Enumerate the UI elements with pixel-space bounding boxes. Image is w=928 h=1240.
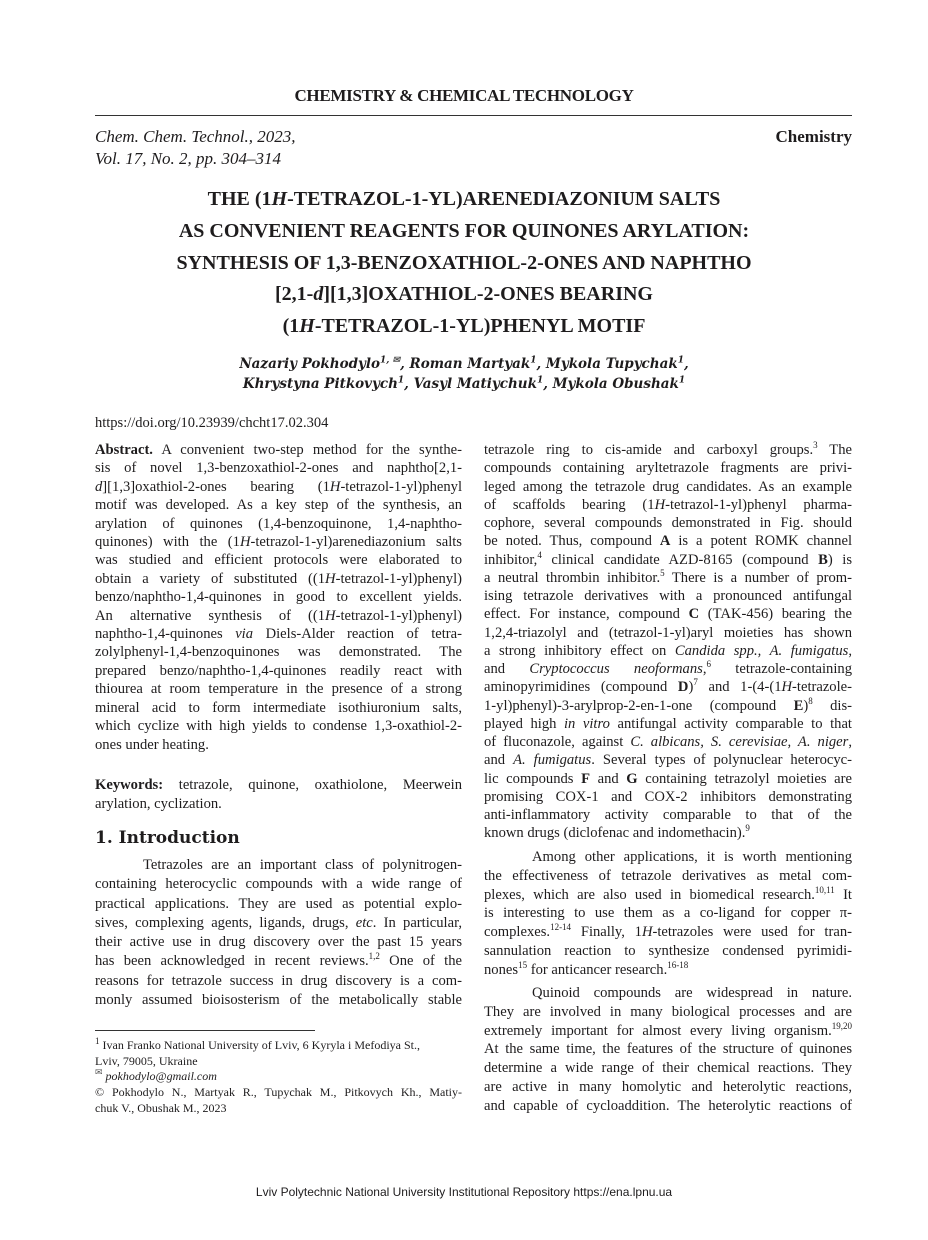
body-paragraph <box>484 848 852 980</box>
text-line <box>484 961 852 980</box>
envelope-icon: ✉ <box>95 1067 103 1078</box>
text-line <box>95 570 462 588</box>
text-line <box>484 478 852 496</box>
superscript: 3 <box>813 440 818 451</box>
text-line <box>95 1069 462 1085</box>
text-run: It <box>834 886 852 903</box>
text-run: , Vasyl Matiychuk <box>404 375 537 392</box>
text-line <box>95 496 462 514</box>
text-line <box>484 751 852 769</box>
superscript: 6 <box>706 659 711 670</box>
text-run: A convenient two-step method for the synthe- <box>152 442 462 458</box>
text-run: benzo/naphtho-1,4-quinones in good to excellent yields. <box>95 589 462 606</box>
abstract <box>95 441 462 754</box>
text-run: Among other applications, it is worth mentioning <box>532 849 852 865</box>
text-run: promising COX-1 and COX-2 inhibitors demonstrating <box>484 788 852 805</box>
text-run: thiourea at room temperature in the presence of a strong <box>95 681 462 698</box>
text-run: arylation of quinones (1,4-benzoquinone, 1,4-naphtho- <box>95 515 462 532</box>
text-line <box>484 886 852 905</box>
italic-text: H <box>641 924 653 941</box>
text-line <box>95 643 462 661</box>
text-run: nones <box>484 961 519 978</box>
text-run: of fluconazole, against <box>484 734 631 750</box>
text-run: © Pokhodylo N., Martyak R., Tupychak M., Pitkovych Kh., Matiy- <box>95 1085 462 1100</box>
text-run: practical applications. They are used as potential explo- <box>95 895 462 912</box>
text-run: Finally, 1 <box>571 924 642 941</box>
text-run: One of the <box>379 953 463 970</box>
text-line <box>95 914 462 933</box>
text-line <box>484 642 852 660</box>
header-divider <box>95 115 852 116</box>
text-run: motif was developed. As a key step of the synthesis, an <box>95 497 462 514</box>
text-run: of scaffolds bearing (1 <box>484 496 655 513</box>
text-run: mineral acid to form intermediate isothiuronium salts, <box>95 699 462 716</box>
italic-text: H <box>329 478 341 495</box>
text-line <box>95 1085 462 1101</box>
text-line <box>484 1022 852 1041</box>
text-line <box>95 662 462 680</box>
superscript: 15 <box>518 959 528 970</box>
text-line <box>95 991 462 1010</box>
text-run: prepared benzo/naphtho-1,4-quinones readily react with <box>95 662 462 679</box>
text-line <box>95 459 462 477</box>
text-line <box>95 933 462 952</box>
text-run: -tetrazole- <box>792 679 852 696</box>
text-run: and <box>484 752 514 769</box>
footnotes <box>95 1038 462 1117</box>
italic-text: via <box>235 626 254 643</box>
text-line <box>484 1040 852 1059</box>
text-line <box>95 1054 462 1070</box>
text-line <box>95 699 462 717</box>
superscript: 9 <box>745 823 750 834</box>
text-line <box>484 923 852 942</box>
text-line <box>0 355 928 375</box>
italic-text: d <box>313 283 324 306</box>
superscript: 1 <box>95 1036 100 1046</box>
text-run: Diels-Alder reaction of tetra- <box>253 626 462 643</box>
italic-text: H <box>271 188 288 210</box>
text-run: a strong inhibitory effect on <box>484 642 675 659</box>
text-run: Tetrazoles are an important class of polynitrogen- <box>143 857 462 873</box>
text-run: ising tetrazole derivatives with a pronounced antifungal <box>484 588 852 604</box>
journal-header: CHEMISTRY & CHEMICAL TECHNOLOGY <box>294 86 634 105</box>
text-line <box>484 733 852 751</box>
text-run: -tetrazol-1-yl)phenyl) <box>335 570 462 587</box>
text-run: antifungal activity comparable to that <box>609 715 852 732</box>
text-line <box>484 569 852 587</box>
italic-text: d <box>95 478 103 495</box>
text-run: . Several types of polynuclear heterocyc- <box>591 752 852 769</box>
text-line <box>95 515 462 533</box>
text-run: obtain a variety of substituted ((1 <box>95 570 326 587</box>
repository-footer: Lviv Polytechnic National University Institutional Repository https://ena.lpnu.ua <box>255 1185 673 1199</box>
text-line <box>484 678 852 696</box>
text-line <box>95 607 462 625</box>
text-run: inhibitor, <box>484 551 538 568</box>
italic-text: H <box>325 607 336 624</box>
text-run: sives, complexing agents, ligands, drugs, <box>95 914 356 931</box>
superscript: 5 <box>660 567 665 578</box>
text-run: -tetrazol-1-yl)phenyl) <box>335 607 462 624</box>
text-line <box>0 375 928 395</box>
text-line <box>0 248 928 280</box>
text-line <box>484 788 852 806</box>
text-run: naphtho-1,4-quinones <box>95 626 236 643</box>
text-line <box>95 856 462 875</box>
bold-text: A <box>659 533 671 550</box>
text-run: is interesting to use them as a co-ligand for copper π- <box>484 905 852 922</box>
envelope-icon: ✉ <box>392 355 401 366</box>
text-run: plexes, which are also used in biomedical research. <box>484 886 815 903</box>
text-run: , Mykola Tupychak <box>536 356 678 372</box>
text-run: (1 <box>282 315 300 337</box>
superscript: 12-14 <box>550 922 572 933</box>
text-line <box>484 824 852 842</box>
text-run: the effectiveness of tetrazole derivatives as metal com- <box>484 867 852 884</box>
text-run: and 1-(4-(1 <box>697 679 782 696</box>
italic-text: in vitro <box>563 715 610 732</box>
text-run: anti-inflammatory activity comparable to that of the <box>484 807 852 823</box>
text-run: ][1,3]OXATHIOL-2-ONES BEARING <box>323 283 653 306</box>
text-line <box>484 904 852 923</box>
text-run: Khrystyna Pitkovych <box>242 375 398 392</box>
introduction-paragraph <box>95 856 462 1010</box>
bold-text: Abstract. <box>95 442 153 458</box>
text-run: 1-yl)phenyl)-3-arylprop-2-en-1-one (compound <box>484 697 794 714</box>
text-line <box>484 984 852 1003</box>
text-line <box>484 1003 852 1022</box>
text-run: and <box>484 661 530 677</box>
text-line <box>95 875 462 894</box>
superscript: 19,20 <box>831 1020 852 1031</box>
text-line <box>0 311 928 343</box>
citation <box>95 126 296 170</box>
superscript: 1 <box>678 375 686 385</box>
text-run: tetrazole-containing <box>711 661 852 677</box>
bold-text: D <box>677 679 689 696</box>
text-run: known drugs (diclofenac and indomethacin). <box>484 825 746 842</box>
text-run: THE (1 <box>207 188 272 210</box>
section-heading-introduction: 1. Introduction <box>95 828 240 848</box>
italic-text: C. albicans, S. cerevisiae, A. niger <box>630 734 849 750</box>
text-line <box>95 1101 462 1117</box>
text-run: , Roman Martyak <box>400 356 531 372</box>
text-run: . In particular, <box>372 914 462 931</box>
text-run: dis- <box>812 697 852 714</box>
text-line <box>484 514 852 532</box>
citation-line: Chem. Chem. Technol., 2023, <box>95 127 296 146</box>
text-run: played high <box>484 715 564 732</box>
text-run: aminopyrimidines (compound <box>484 679 678 696</box>
text-line <box>95 1038 462 1054</box>
italic-text: H <box>654 496 666 513</box>
section-label: Chemistry <box>775 127 852 146</box>
bold-text: F <box>581 770 590 787</box>
text-run: sannulation reaction to synthesize condensed pyrimidi- <box>484 942 852 959</box>
text-run: was studied and efficient protocols were elaborated to <box>95 552 462 569</box>
text-run: -tetrazoles were used for tran- <box>652 924 852 941</box>
superscript: 4 <box>537 549 542 560</box>
text-run: -TETRAZOL-1-YL)PHENYL MOTIF <box>314 315 646 337</box>
text-run: AS CONVENIENT REAGENTS FOR QUINONES ARYLATION: <box>178 219 750 242</box>
paper-title <box>0 184 928 343</box>
text-run: At the same time, the features of the structure of quinones <box>484 1041 852 1058</box>
text-run: lic compounds <box>484 770 582 787</box>
text-run: -tetrazol-1-yl)phenyl <box>340 478 462 495</box>
text-run: for anticancer research. <box>527 961 668 978</box>
text-line <box>95 533 462 551</box>
text-line <box>484 942 852 961</box>
text-run: and <box>590 770 627 787</box>
superscript: 10,11 <box>814 884 835 895</box>
text-line <box>95 952 462 971</box>
text-line <box>95 717 462 735</box>
text-line <box>0 184 928 216</box>
superscript: 1 <box>677 355 684 366</box>
text-line <box>95 795 462 814</box>
text-line <box>484 532 852 550</box>
text-line <box>484 848 852 867</box>
text-run: quinones) with the (1 <box>95 534 240 551</box>
superscript: 7 <box>693 677 698 688</box>
text-run: ) <box>803 697 809 714</box>
italic-text: etc <box>355 914 373 931</box>
italic-text: Cryptococcus neoformans <box>529 661 703 677</box>
text-run: be noted. Thus, compound <box>484 533 660 550</box>
bold-text: G <box>626 770 638 787</box>
superscript: 1 <box>536 375 544 385</box>
text-line <box>95 625 462 643</box>
italic-text: A. fumigatus <box>513 752 592 769</box>
text-line <box>484 441 852 459</box>
text-run: They are involved in many biological processes and are <box>484 1003 852 1020</box>
text-run: containing tetrazolyl moieties are <box>637 770 852 787</box>
superscript: 1, <box>380 355 393 366</box>
text-line <box>95 441 462 459</box>
text-run: tetrazole ring to cis-amide and carboxyl groups. <box>484 442 814 458</box>
bold-text: Keywords: <box>95 777 164 793</box>
text-line <box>484 1059 852 1078</box>
text-line <box>484 496 852 514</box>
text-line <box>484 587 852 605</box>
text-run: zolylphenyl-1,4-benzoquinones was demonstrated. The <box>95 644 462 661</box>
text-line <box>484 1097 852 1116</box>
text-line <box>484 660 852 678</box>
text-line <box>95 588 462 606</box>
text-run: , <box>702 661 707 677</box>
superscript: 1 <box>397 375 405 385</box>
footnote-divider <box>95 1030 315 1031</box>
text-run: which cyclize with high yields to condense 1,3-oxathiol-2- <box>95 718 462 735</box>
text-run: Nazariy Pokhodylo <box>239 356 381 372</box>
superscript: 1,2 <box>368 951 380 962</box>
text-line <box>484 806 852 824</box>
text-run: containing heterocyclic compounds with a wide range of <box>95 876 462 893</box>
text-run: An alternative synthesis of ((1 <box>95 607 326 624</box>
text-line <box>95 478 462 496</box>
author-list <box>0 355 928 394</box>
text-run: 1,2,4-triazolyl and (tetrazol-1-yl)aryl moieties has shown <box>484 624 852 641</box>
text-line <box>95 736 462 754</box>
italic-text: H <box>239 534 251 551</box>
text-run: determine a wide range of their chemical reactions. They <box>484 1060 852 1077</box>
italic-text: H <box>325 570 336 587</box>
text-run: , Mykola Obushak <box>543 375 679 392</box>
text-run: effect. For instance, compound <box>484 606 689 623</box>
text-run: clinical candidate AZD-8165 (compound <box>541 551 819 568</box>
text-run: ) is <box>827 551 852 568</box>
body-paragraph <box>484 984 852 1116</box>
text-run: extremely important for almost every living organism. <box>484 1022 832 1039</box>
text-run: tetrazole, quinone, oxathiolone, Meerwein <box>163 777 462 793</box>
text-run: There is a number of prom- <box>664 569 853 586</box>
text-run: Ivan Franko National University of Lviv, 6 Kyryla i Mefodiya St., <box>99 1038 420 1052</box>
text-run: compounds containing aryltetrazole fragments are privi- <box>484 460 852 477</box>
text-run: is a potent ROMK channel <box>670 533 852 550</box>
text-line <box>95 972 462 991</box>
italic-text: H <box>299 315 315 337</box>
text-line <box>484 459 852 477</box>
italic-text: Candida spp., A. fumigatus <box>674 642 849 659</box>
superscript: 8 <box>808 695 813 706</box>
italic-text: H <box>781 679 793 696</box>
text-run: arylation, cyclization. <box>95 796 222 812</box>
text-line <box>484 1078 852 1097</box>
text-run: a neutral thrombin inhibitor. <box>484 569 661 586</box>
bold-text: C <box>688 606 700 623</box>
text-line <box>484 715 852 733</box>
text-run: (TAK-456) bearing the <box>699 606 853 623</box>
keywords <box>95 776 462 814</box>
text-line <box>484 624 852 642</box>
italic-text: pokhodylo@gmail.com <box>105 1069 217 1084</box>
text-line <box>484 770 852 788</box>
text-run: [2,1- <box>275 283 314 306</box>
text-run: Quinoid compounds are widespread in nature. <box>532 985 852 1001</box>
text-run: Lviv, 79005, Ukraine <box>95 1053 198 1068</box>
text-line <box>484 551 852 569</box>
text-line <box>95 680 462 698</box>
body-paragraph <box>484 441 852 843</box>
text-run: complexes. <box>484 924 551 941</box>
text-run: leged among the tetrazole drug candidates. As an example <box>484 478 852 495</box>
superscript: 1 <box>530 355 537 366</box>
text-line <box>95 895 462 914</box>
text-run: -TETRAZOL-1-YL)ARENEDIAZONIUM SALTS <box>287 188 721 210</box>
text-run: cophore, several compounds demonstrated in Fig. should <box>484 515 852 531</box>
text-run: The <box>817 442 852 458</box>
text-run: has been acknowledged in recent reviews. <box>95 953 369 970</box>
text-run: chuk V., Obushak M., 2023 <box>95 1100 227 1115</box>
text-run: , <box>848 734 852 750</box>
superscript: 16-18 <box>667 959 689 970</box>
text-line <box>484 697 852 715</box>
text-line <box>484 867 852 886</box>
text-run: , <box>683 356 689 372</box>
text-line <box>484 605 852 623</box>
citation-line: Vol. 17, No. 2, pp. 304–314 <box>95 149 282 168</box>
text-line <box>0 279 928 311</box>
text-run: reasons for tetrazole success in drug discovery is a com- <box>95 972 462 989</box>
bold-text: E <box>793 697 804 714</box>
text-line <box>0 216 928 248</box>
text-run: -tetrazol-1-yl)phenyl pharma- <box>665 496 852 513</box>
text-line <box>95 776 462 795</box>
text-run: -tetrazol-1-yl)arenediazonium salts <box>250 534 462 551</box>
text-run: monly assumed bioisosterism of the metabolically stable <box>95 992 462 1009</box>
text-run: sis of novel 1,3-benzoxathiol-2-ones and naphtho[2,1- <box>95 460 462 477</box>
text-run: , <box>848 642 852 659</box>
text-run: and capable of cycloaddition. The heterolytic reactions of <box>484 1097 852 1114</box>
text-line <box>95 551 462 569</box>
text-run: their active use in drug discovery over the past 15 years <box>95 934 462 951</box>
text-run: ][1,3]oxathiol-2-ones bearing (1 <box>102 478 330 495</box>
text-run: are active in many homolytic and heterolytic reactions, <box>484 1078 852 1095</box>
text-run: SYNTHESIS OF 1,3-BENZOXATHIOL-2-ONES AND NAPHTHO <box>176 251 752 274</box>
doi-link[interactable]: https://doi.org/10.23939/chcht17.02.304 <box>95 415 329 431</box>
text-run: ) <box>688 679 694 696</box>
text-run: ones under heating. <box>95 736 209 753</box>
bold-text: B <box>818 551 828 568</box>
